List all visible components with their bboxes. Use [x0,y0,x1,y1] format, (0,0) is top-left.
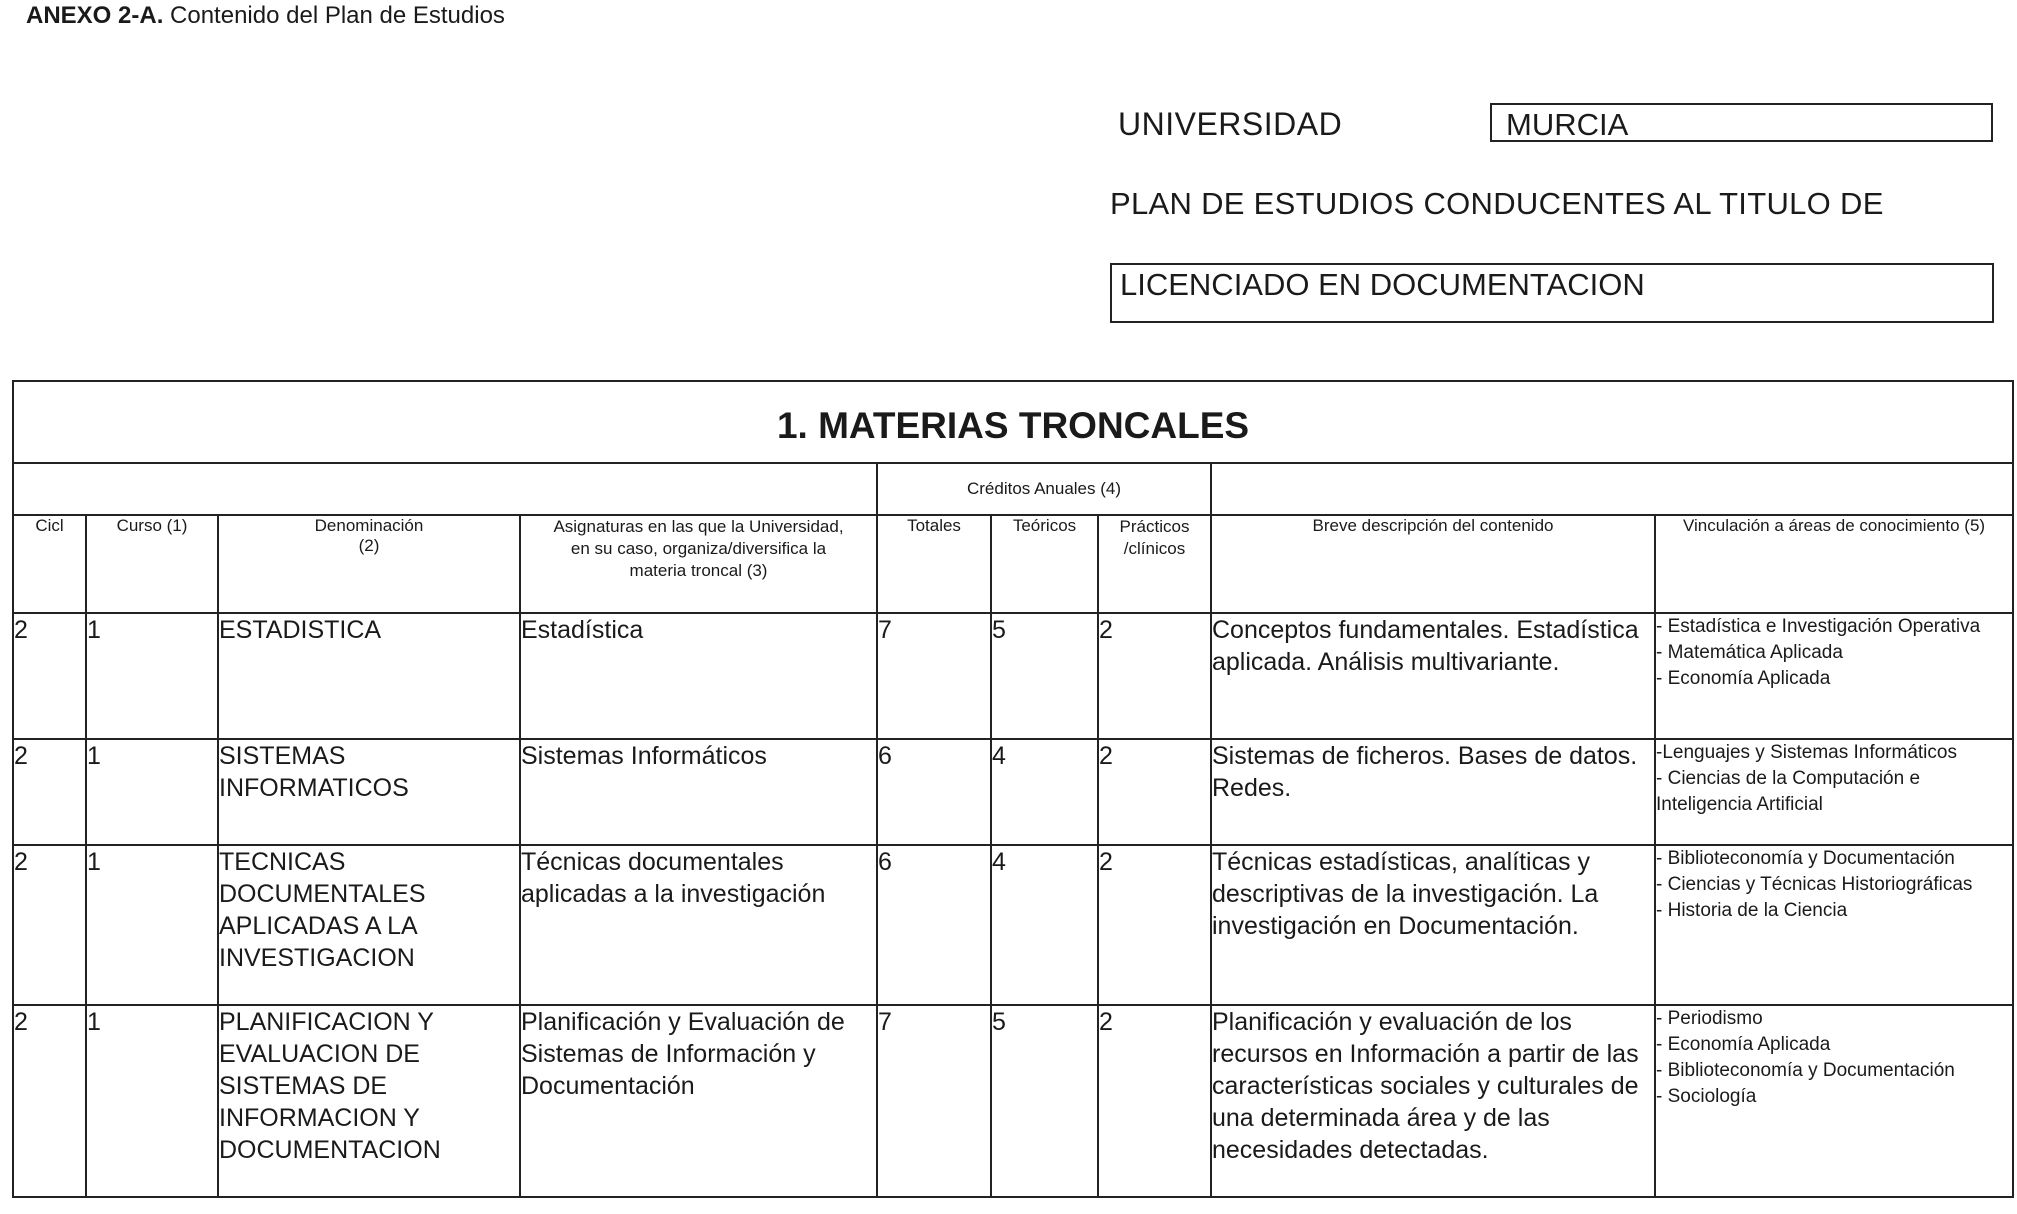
area-item: - Historia de la Ciencia [1656,900,1848,921]
cell-totales: 6 [877,739,991,845]
cell-denominacion: TECNICAS DOCUMENTALES APLICADAS A LA INVESTIGACION [218,845,520,1005]
col-asignaturas-line1: Asignaturas en las que la Universidad, [553,517,844,536]
cell-totales: 7 [877,1005,991,1197]
university-box [1490,103,1993,142]
cell-teoricos: 4 [991,739,1098,845]
cell-teoricos: 5 [991,1005,1098,1197]
degree-value: LICENCIADO EN DOCUMENTACION [1120,267,1645,302]
column-header-row [13,515,2013,613]
cell-descripcion: Técnicas estadísticas, analíticas y descriptivas de la investigación. La investigación en Documentación. [1211,845,1655,1005]
col-curso: Curso (1) [86,515,218,613]
credits-header: Créditos Anuales (4) [877,463,1211,515]
cell-descripcion: Sistemas de ficheros. Bases de datos. Redes. [1211,739,1655,845]
cell-totales: 7 [877,613,991,739]
cell-asignaturas: Planificación y Evaluación de Sistemas de Información y Documentación [520,1005,877,1197]
col-descripcion: Breve descripción del contenido [1211,515,1655,613]
col-vinculacion: Vinculación a áreas de conocimiento (5) [1655,515,2013,613]
cell-ciclo: 2 [13,613,86,739]
col-denominacion [218,515,520,613]
table-row [13,1005,2013,1197]
section-title: 1. MATERIAS TRONCALES [776,405,1250,446]
cell-descripcion: Planificación y evaluación de los recursos en Información a partir de las características sociales y culturales de una determinada área y de las necesidades detectadas. [1211,1005,1655,1197]
cell-asignaturas: Técnicas documentales aplicadas a la investigación [520,845,877,1005]
col-denominacion-line1: Denominación [314,516,424,535]
col-asignaturas [520,515,877,613]
annex-title: Contenido del Plan de Estudios [170,2,505,29]
cell-practicos: 2 [1098,739,1211,845]
area-item: - Matemática Aplicada [1656,642,1843,663]
area-item: - Ciencias y Técnicas Historiográficas [1656,874,1973,895]
cell-denominacion: PLANIFICACION Y EVALUACION DE SISTEMAS DE INFORMACION Y DOCUMENTACION [218,1005,520,1197]
cell-areas [1655,613,2013,739]
empty-header-cell [1211,463,2013,515]
cell-practicos: 2 [1098,845,1211,1005]
cell-areas [1655,1005,2013,1197]
table-row [13,613,2013,739]
plan-title: PLAN DE ESTUDIOS CONDUCENTES AL TITULO DE [1110,186,1884,221]
col-totales: Totales [877,515,991,613]
cell-ciclo: 2 [13,845,86,1005]
annex-heading [26,2,505,30]
col-teoricos: Teóricos [991,515,1098,613]
cell-curso: 1 [86,739,218,845]
section-title-cell [13,381,2013,463]
cell-curso: 1 [86,613,218,739]
area-item: - Estadística e Investigación Operativa [1656,616,1981,637]
cell-teoricos: 4 [991,845,1098,1005]
annex-number: ANEXO 2-A. [26,2,164,29]
area-item: - Biblioteconomía y Documentación [1656,848,1955,869]
area-item: -Lenguajes y Sistemas Informáticos [1656,742,1957,763]
cell-totales: 6 [877,845,991,1005]
university-label: UNIVERSIDAD [1118,106,1343,142]
curriculum-table [12,380,2014,1198]
cell-ciclo: 2 [13,1005,86,1197]
table-row [13,739,2013,845]
col-ciclo: Cicl [13,515,86,613]
cell-teoricos: 5 [991,613,1098,739]
area-item: - Economía Aplicada [1656,1034,1831,1055]
cell-asignaturas: Sistemas Informáticos [520,739,877,845]
cell-practicos: 2 [1098,613,1211,739]
degree-box [1110,263,1994,323]
university-value: MURCIA [1506,107,1629,142]
area-item: - Periodismo [1656,1008,1763,1029]
cell-curso: 1 [86,845,218,1005]
area-item: - Ciencias de la Computación e Inteligencia Artificial [1656,768,1921,815]
cell-asignaturas: Estadística [520,613,877,739]
empty-header-cell [13,463,877,515]
cell-practicos: 2 [1098,1005,1211,1197]
col-asignaturas-line3: materia troncal (3) [629,561,768,580]
col-denominacion-line2: (2) [358,536,380,555]
col-asignaturas-line2: en su caso, organiza/diversifica la [570,539,827,558]
col-practicos-line2: /clínicos [1123,539,1186,558]
area-item: - Sociología [1656,1086,1757,1107]
cell-ciclo: 2 [13,739,86,845]
cell-areas [1655,739,2013,845]
cell-denominacion: ESTADISTICA [218,613,520,739]
area-item: - Economía Aplicada [1656,668,1831,689]
cell-curso: 1 [86,1005,218,1197]
cell-denominacion: SISTEMAS INFORMATICOS [218,739,520,845]
col-practicos-line1: Prácticos [1119,517,1190,536]
cell-areas [1655,845,2013,1005]
table-row [13,845,2013,1005]
col-practicos [1098,515,1211,613]
cell-descripcion: Conceptos fundamentales. Estadística aplicada. Análisis multivariante. [1211,613,1655,739]
area-item: - Biblioteconomía y Documentación [1656,1060,1955,1081]
